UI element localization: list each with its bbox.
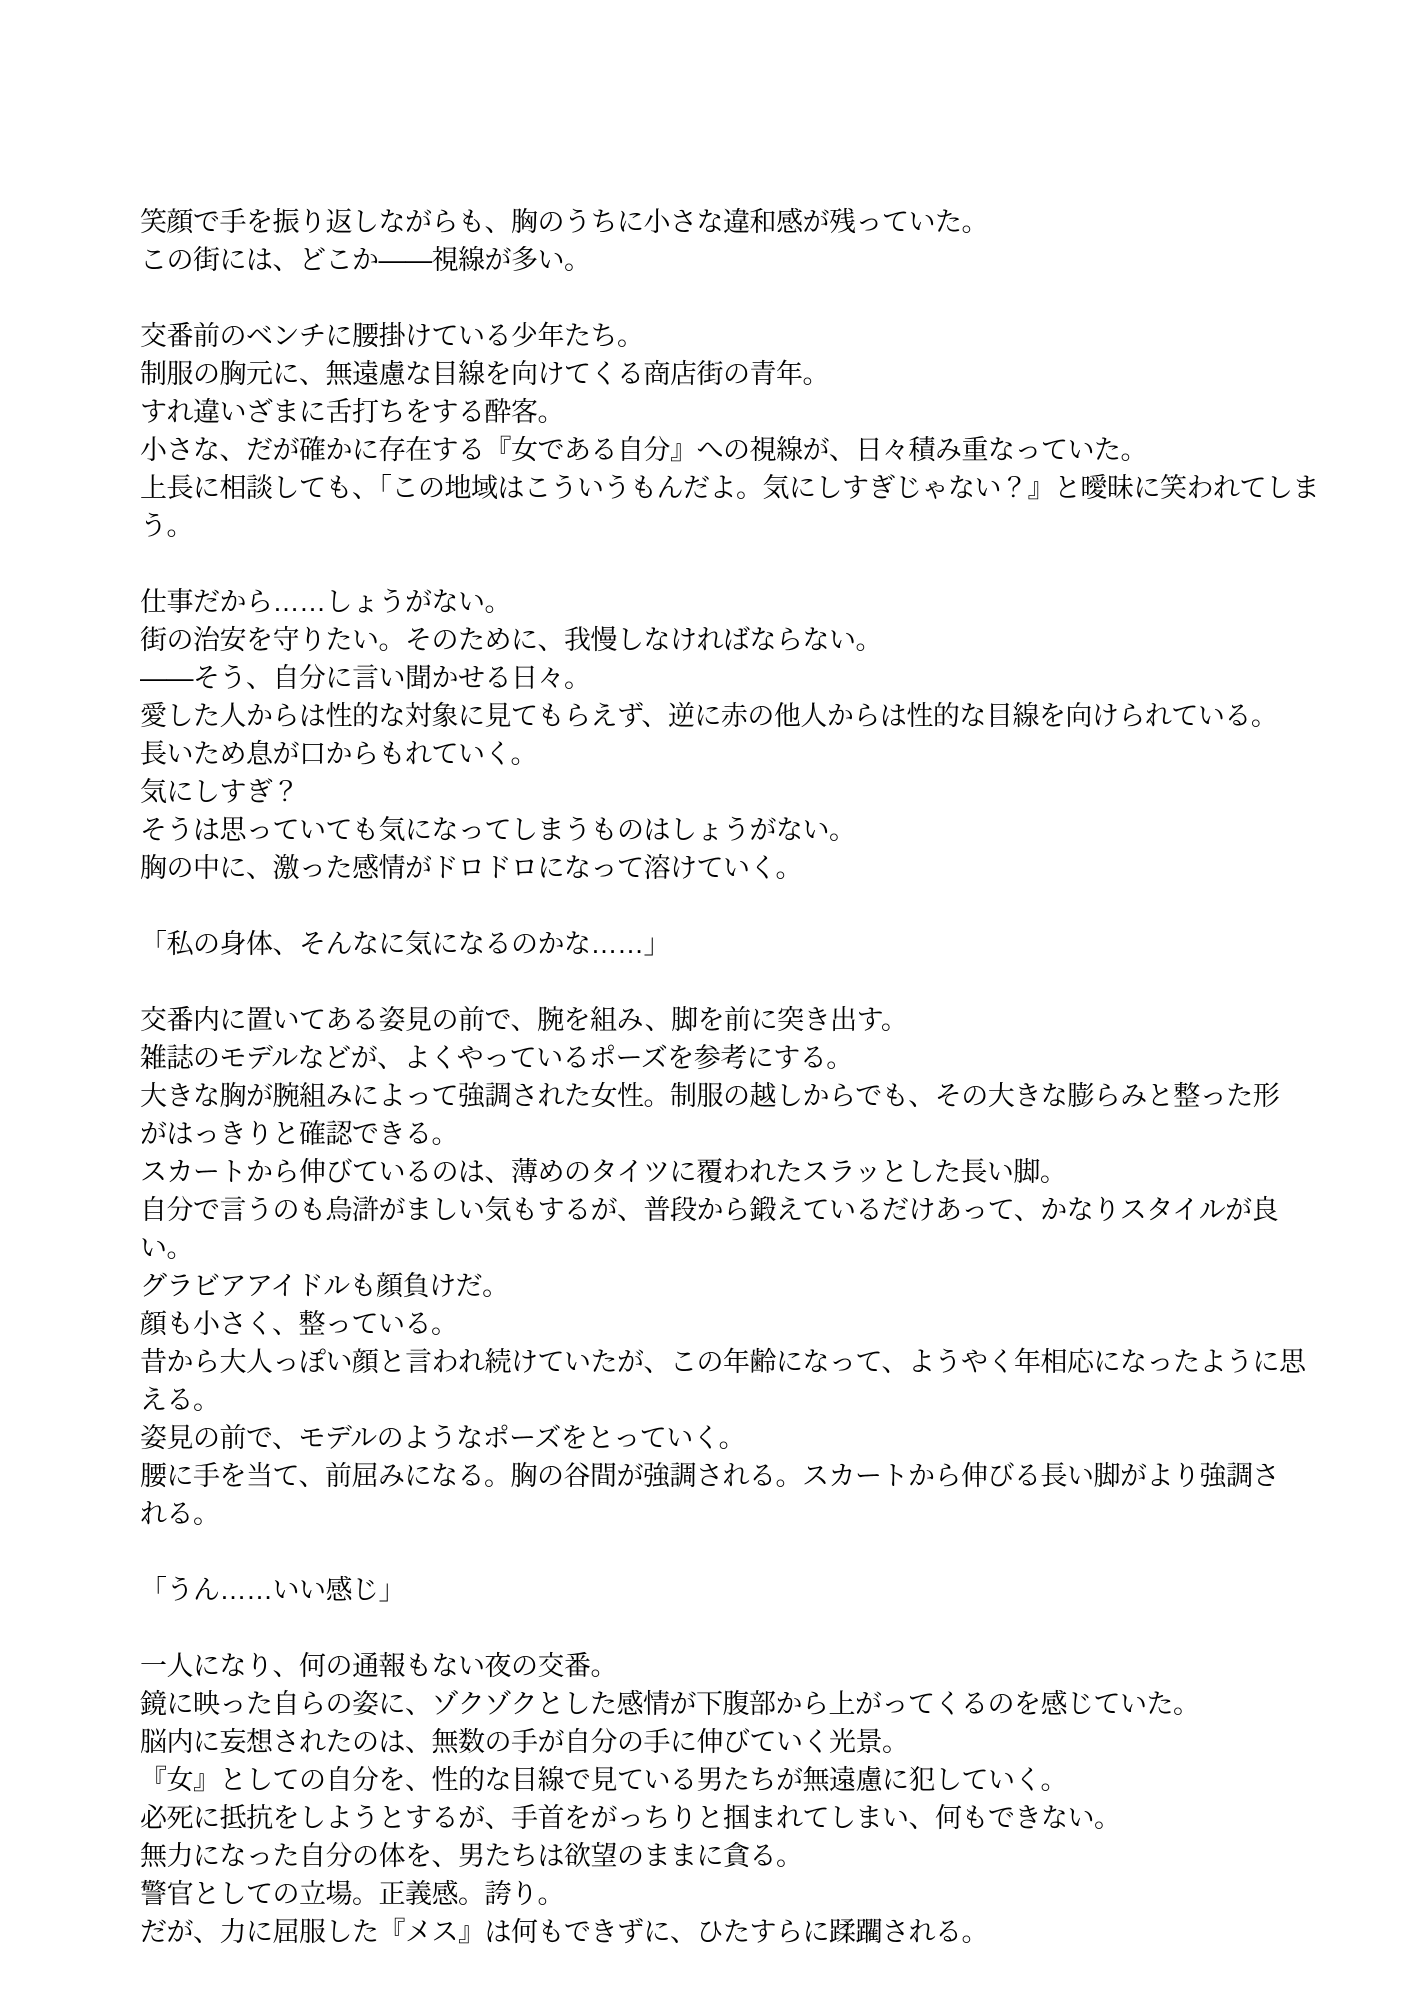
text-line: 姿見の前で、モデルのようなポーズをとっていく。 [140,1423,746,1453]
text-line: 制服の胸元に、無遠慮な目線を向けてくる商店街の青年。 [140,359,829,389]
paragraph [140,583,1340,887]
text-line: 小さな、だが確かに存在する『女である自分』への視線が、日々積み重なっていた。 [140,435,1147,465]
text-line: 必死に抵抗をしようとするが、手首をがっちりと掴まれてしまい、何もできない。 [140,1803,1121,1833]
text-line: 気にしすぎ？ [140,777,299,807]
text-line: だが、力に屈服した『メス』は何もできずに、ひたすらに蹂躙される。 [140,1917,988,1947]
text-line: 昔から大人っぽい顔と言われ続けていたが、この年齢になって、ようやく年相応になったように思 [140,1347,1306,1377]
text-line: 一人になり、何の通報もない夜の交番。 [140,1651,617,1681]
text-line: 無力になった自分の体を、男たちは欲望のままに貪る。 [140,1841,803,1871]
text-line: い。 [140,1233,193,1263]
text-line: 腰に手を当て、前屈みになる。胸の谷間が強調される。スカートから伸びる長い脚がより強調さ [140,1461,1279,1491]
text-line: 長いため息が口からもれていく。 [140,739,537,769]
text-line: 『女』としての自分を、性的な目線で見ている男たちが無遠慮に犯していく。 [140,1765,1067,1795]
paragraph [140,317,1340,545]
text-line: そうは思っていても気になってしまうものはしょうがない。 [140,815,856,845]
text-line: 雑誌のモデルなどが、よくやっているポーズを参考にする。 [140,1043,853,1073]
text-line: 脳内に妄想されたのは、無数の手が自分の手に伸びていく光景。 [140,1727,909,1757]
paragraph [140,203,1340,279]
text-line: グラビアアイドルも顔負けだ。 [140,1271,509,1301]
text-body [140,203,1340,1951]
text-line: 仕事だから……しょうがない。 [140,587,511,617]
text-line: ――そう、自分に言い聞かせる日々。 [140,663,591,693]
text-line: 胸の中に、激った感情がドロドロになって溶けていく。 [140,853,802,883]
text-line: 「うん……いい感じ」 [140,1575,405,1605]
text-line: 警官としての立場。正義感。誇り。 [140,1879,564,1909]
text-line: 「私の身体、そんなに気になるのかな……」 [140,929,670,959]
text-line: 上長に相談しても、「この地域はこういうもんだよ。気にしすぎじゃない？』と曖昧に笑われてしま [140,473,1319,503]
text-line: れる。 [140,1499,220,1529]
text-line: 交番内に置いてある姿見の前で、腕を組み、脚を前に突き出す。 [140,1005,908,1035]
text-line: える。 [140,1385,220,1415]
text-line: 交番前のベンチに腰掛けている少年たち。 [140,321,644,351]
text-line: 自分で言うのも烏滸がましい気もするが、普段から鍛えているだけあって、かなりスタイルが良 [140,1195,1279,1225]
text-line: スカートから伸びているのは、薄めのタイツに覆われたスラッとした長い脚。 [140,1157,1067,1187]
text-line: がはっきりと確認できる。 [140,1119,458,1149]
paragraph [140,1001,1340,1533]
text-line: 笑顔で手を振り返しながらも、胸のうちに小さな違和感が残っていた。 [140,207,988,237]
text-line: う。 [140,511,193,541]
text-line: 大きな胸が腕組みによって強調された女性。制服の越しからでも、その大きな膨らみと整った形 [140,1081,1280,1111]
paragraph [140,925,1340,963]
text-line: 顔も小さく、整っている。 [140,1309,458,1339]
text-line: 鏡に映った自らの姿に、ゾクゾクとした感情が下腹部から上がってくるのを感じていた。 [140,1689,1200,1719]
paragraph [140,1647,1340,1951]
text-line: この街には、どこか――視線が多い。 [140,245,591,275]
text-line: 街の治安を守りたい。そのために、我慢しなければならない。 [140,625,882,655]
text-line: すれ違いざまに舌打ちをする酔客。 [140,397,564,427]
paragraph [140,1571,1340,1609]
text-line: 愛した人からは性的な対象に見てもらえず、逆に赤の他人からは性的な目線を向けられている。 [140,701,1278,731]
